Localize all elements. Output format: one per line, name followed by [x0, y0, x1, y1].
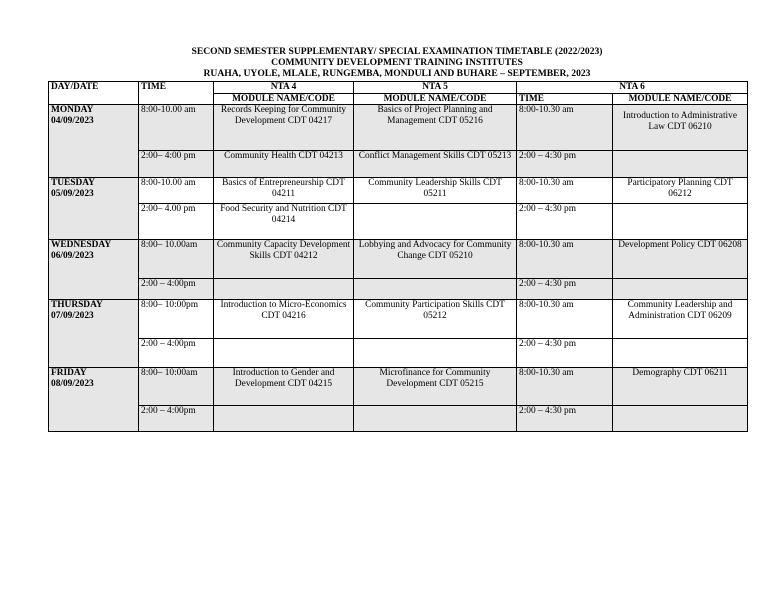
time-header-nta6: TIME	[517, 93, 613, 105]
nta6-header: NTA 6	[517, 82, 748, 94]
nta4-module-cell	[214, 406, 354, 432]
nta4-module-cell: Records Keeping for Community Development CDT 04217	[214, 105, 354, 151]
time-cell: 2:00 – 4:00pm	[139, 279, 214, 300]
nta6-module-cell	[613, 339, 748, 368]
time-cell: 8:00– 10:00am	[139, 368, 214, 406]
table-row	[49, 279, 748, 300]
day-date: 07/09/2023	[51, 310, 94, 321]
day-cell	[49, 368, 139, 432]
nta6-module-cell	[613, 105, 748, 151]
day-name: WEDNESDAY	[51, 240, 112, 251]
nta6-time-cell: 8:00-10.30 am	[517, 300, 613, 339]
time-header: TIME	[139, 82, 214, 105]
nta6-time-cell: 2:00 – 4:30 pm	[517, 406, 613, 432]
nta4-header: NTA 4	[214, 82, 354, 94]
day-date-header: DAY/DATE	[49, 82, 139, 105]
nta4-module-cell: Community Capacity Development Skills CDT 04212	[214, 240, 354, 279]
day-cell	[49, 178, 139, 240]
nta4-module-cell: Introduction to Micro-Economics CDT 04216	[214, 300, 354, 339]
nta5-module-cell: Microfinance for Community Development CDT 05215	[354, 368, 517, 406]
nta5-module-cell	[354, 406, 517, 432]
time-cell: 8:00– 10:00pm	[139, 300, 214, 339]
table-row	[49, 406, 748, 432]
table-row	[49, 105, 748, 151]
heading-line-2: COMMUNITY DEVELOPMENT TRAINING INSTITUTES	[271, 57, 523, 68]
nta4-module-cell	[214, 279, 354, 300]
nta5-module-cell: Community Participation Skills CDT 05212	[354, 300, 517, 339]
nta5-header: NTA 5	[354, 82, 517, 94]
table-row	[49, 151, 748, 178]
nta6-module-cell: Demography CDT 06211	[613, 368, 748, 406]
table-row	[49, 368, 748, 406]
day-name: MONDAY	[51, 105, 94, 116]
nta5-module-cell: Conflict Management Skills CDT 05213	[354, 151, 517, 178]
nta4-module-cell: Basics of Entrepreneurship CDT 04211	[214, 178, 354, 204]
header-row-1	[49, 82, 748, 94]
day-date: 05/09/2023	[51, 188, 94, 199]
exam-timetable	[48, 81, 748, 432]
day-date: 08/09/2023	[51, 378, 94, 389]
module-header-nta6: MODULE NAME/CODE	[613, 93, 748, 105]
table-row	[49, 339, 748, 368]
timetable-heading	[48, 46, 746, 79]
nta4-module-cell: Community Health CDT 04213	[214, 151, 354, 178]
nta6-module-cell: Participatory Planning CDT 06212	[613, 178, 748, 204]
nta6-time-cell: 2:00 – 4:30 pm	[517, 151, 613, 178]
day-name: FRIDAY	[51, 368, 87, 379]
time-cell: 2:00 – 4:00pm	[139, 406, 214, 432]
nta6-module-cell: Development Policy CDT 06208	[613, 240, 748, 279]
day-cell	[49, 105, 139, 178]
day-cell	[49, 300, 139, 368]
table-row	[49, 178, 748, 204]
day-name: TUESDAY	[51, 178, 95, 189]
time-cell: 2:00 – 4:00pm	[139, 339, 214, 368]
heading-line-1: SECOND SEMESTER SUPPLEMENTARY/ SPECIAL EXAMINATION TIMETABLE (2022/2023)	[191, 46, 603, 57]
module-header-nta4: MODULE NAME/CODE	[214, 93, 354, 105]
table-row	[49, 300, 748, 339]
nta6-module-text: Introduction to Administrative Law CDT 06210	[622, 111, 738, 132]
table-row	[49, 240, 748, 279]
nta5-module-cell: Basics of Project Planning and Management CDT 05216	[354, 105, 517, 151]
time-cell: 2:00– 4.00 pm	[139, 204, 214, 240]
nta5-module-cell	[354, 339, 517, 368]
nta6-time-cell: 8:00-10.30 am	[517, 178, 613, 204]
nta5-module-cell: Community Leadership Skills CDT 05211	[354, 178, 517, 204]
day-name: THURSDAY	[51, 300, 103, 311]
heading-line-3: RUAHA, UYOLE, MLALE, RUNGEMBA, MONDULI AND BUHARE – SEPTEMBER, 2023	[203, 68, 591, 79]
nta6-time-cell: 8:00-10.30 am	[517, 105, 613, 151]
nta6-time-cell: 2:00 – 4:30 pm	[517, 339, 613, 368]
nta6-time-cell: 2:00 – 4:30 pm	[517, 279, 613, 300]
day-date: 04/09/2023	[51, 115, 94, 126]
time-cell: 2:00– 4:00 pm	[139, 151, 214, 178]
nta6-module-cell: Community Leadership and Administration CDT 06209	[613, 300, 748, 339]
nta6-time-cell: 8:00-10.30 am	[517, 368, 613, 406]
time-cell: 8:00-10.00 am	[139, 178, 214, 204]
nta5-module-cell	[354, 279, 517, 300]
nta4-module-cell: Introduction to Gender and Development CDT 04215	[214, 368, 354, 406]
nta6-module-cell	[613, 204, 748, 240]
module-header-nta5: MODULE NAME/CODE	[354, 93, 517, 105]
nta5-module-cell: Lobbying and Advocacy for Community Change CDT 05210	[354, 240, 517, 279]
nta6-module-cell	[613, 151, 748, 178]
day-cell	[49, 240, 139, 300]
nta6-module-cell	[613, 406, 748, 432]
nta6-time-cell: 2:00 – 4:30 pm	[517, 204, 613, 240]
day-date: 06/09/2023	[51, 250, 94, 261]
nta6-time-cell: 8:00-10.30 am	[517, 240, 613, 279]
nta5-module-cell	[354, 204, 517, 240]
table-row	[49, 204, 748, 240]
time-cell: 8:00-10.00 am	[139, 105, 214, 151]
nta4-module-cell: Food Security and Nutrition CDT 04214	[214, 204, 354, 240]
nta4-module-cell	[214, 339, 354, 368]
nta6-module-cell	[613, 279, 748, 300]
time-cell: 8:00– 10.00am	[139, 240, 214, 279]
